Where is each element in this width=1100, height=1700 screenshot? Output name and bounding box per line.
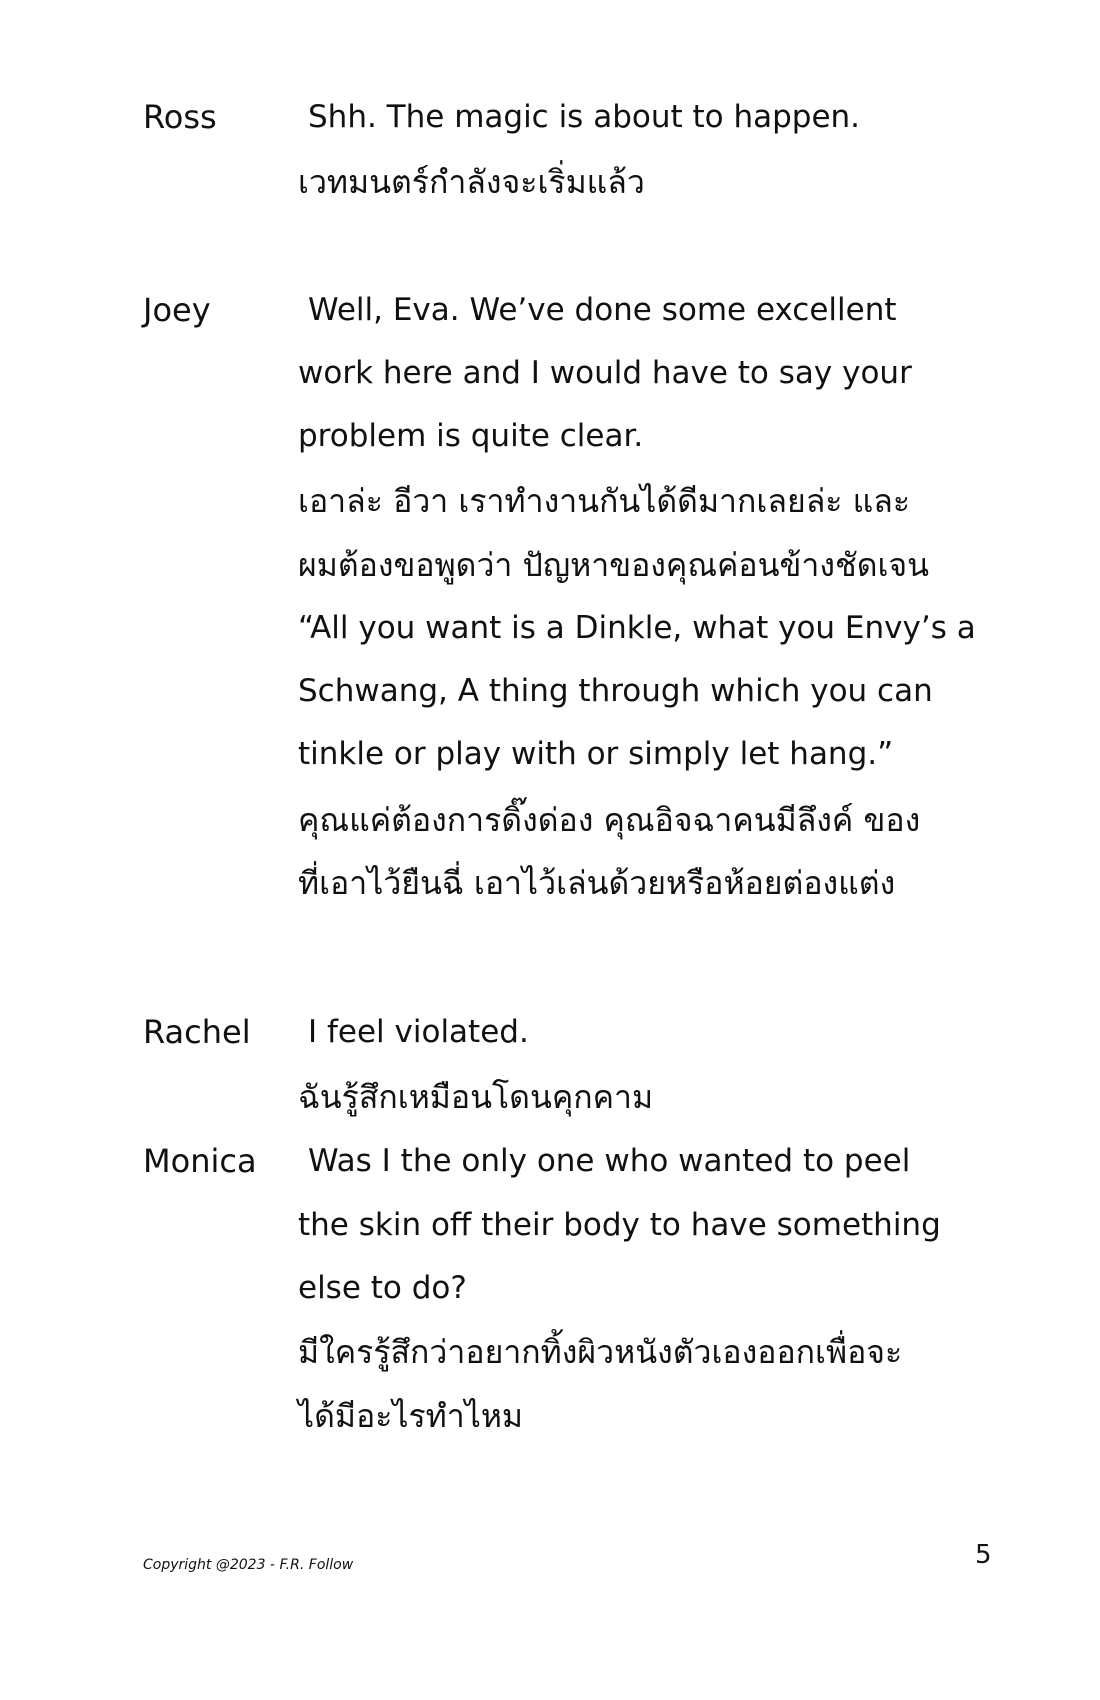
dialogue-line: “All you want is a Dinkle, what you Envy’s a <box>298 610 976 646</box>
dialogue-line: problem is quite clear. <box>298 418 644 454</box>
dialogue-line: else to do? <box>298 1270 467 1306</box>
dialogue-line: เวทมนตร์กำลังจะเริ่มแล้ว <box>298 163 645 201</box>
dialogue-line: ฉันรู้สึกเหมือนโดนคุกคาม <box>298 1078 654 1116</box>
dialogue-line: ที่เอาไว้ยืนฉี่ เอาไว้เล่นด้วยหรือห้อยต่องแต่ง <box>298 864 896 902</box>
dialogue-line: คุณแค่ต้องการดิ๊งด่อง คุณอิจฉาคนมีลึงค์ ของ <box>298 801 921 839</box>
dialogue-line: Schwang, A thing through which you can <box>298 673 933 709</box>
speaker-name: Ross <box>143 98 217 136</box>
dialogue-line: the skin off their body to have something <box>298 1207 941 1243</box>
dialogue-line: Was I the only one who wanted to peel <box>308 1143 911 1179</box>
speaker-name: Joey <box>143 291 211 329</box>
dialogue-line: มีใครรู้สึกว่าอยากทิ้งผิวหนังตัวเองออกเพื่อจะ <box>298 1333 903 1371</box>
dialogue-line: I feel violated. <box>308 1014 529 1050</box>
dialogue-line: Well, Eva. We’ve done some excellent <box>308 292 897 328</box>
dialogue-line: เอาล่ะ อีวา เราทำงานกันได้ดีมากเลยล่ะ และ <box>298 482 911 520</box>
dialogue-line: work here and I would have to say your <box>298 355 912 391</box>
dialogue-line: ผมต้องขอพูดว่า ปัญหาของคุณค่อนข้างชัดเจน <box>298 546 930 584</box>
copyright-notice: Copyright @2023 - F.R. Follow <box>143 1557 354 1573</box>
dialogue-line: ได้มีอะไรทำไหม <box>298 1397 523 1435</box>
page-number: 5 <box>975 1540 992 1570</box>
dialogue-line: Shh. The magic is about to happen. <box>308 99 861 135</box>
dialogue-line: tinkle or play with or simply let hang.” <box>298 736 894 772</box>
speaker-name: Monica <box>143 1142 257 1180</box>
speaker-name: Rachel <box>143 1013 251 1051</box>
